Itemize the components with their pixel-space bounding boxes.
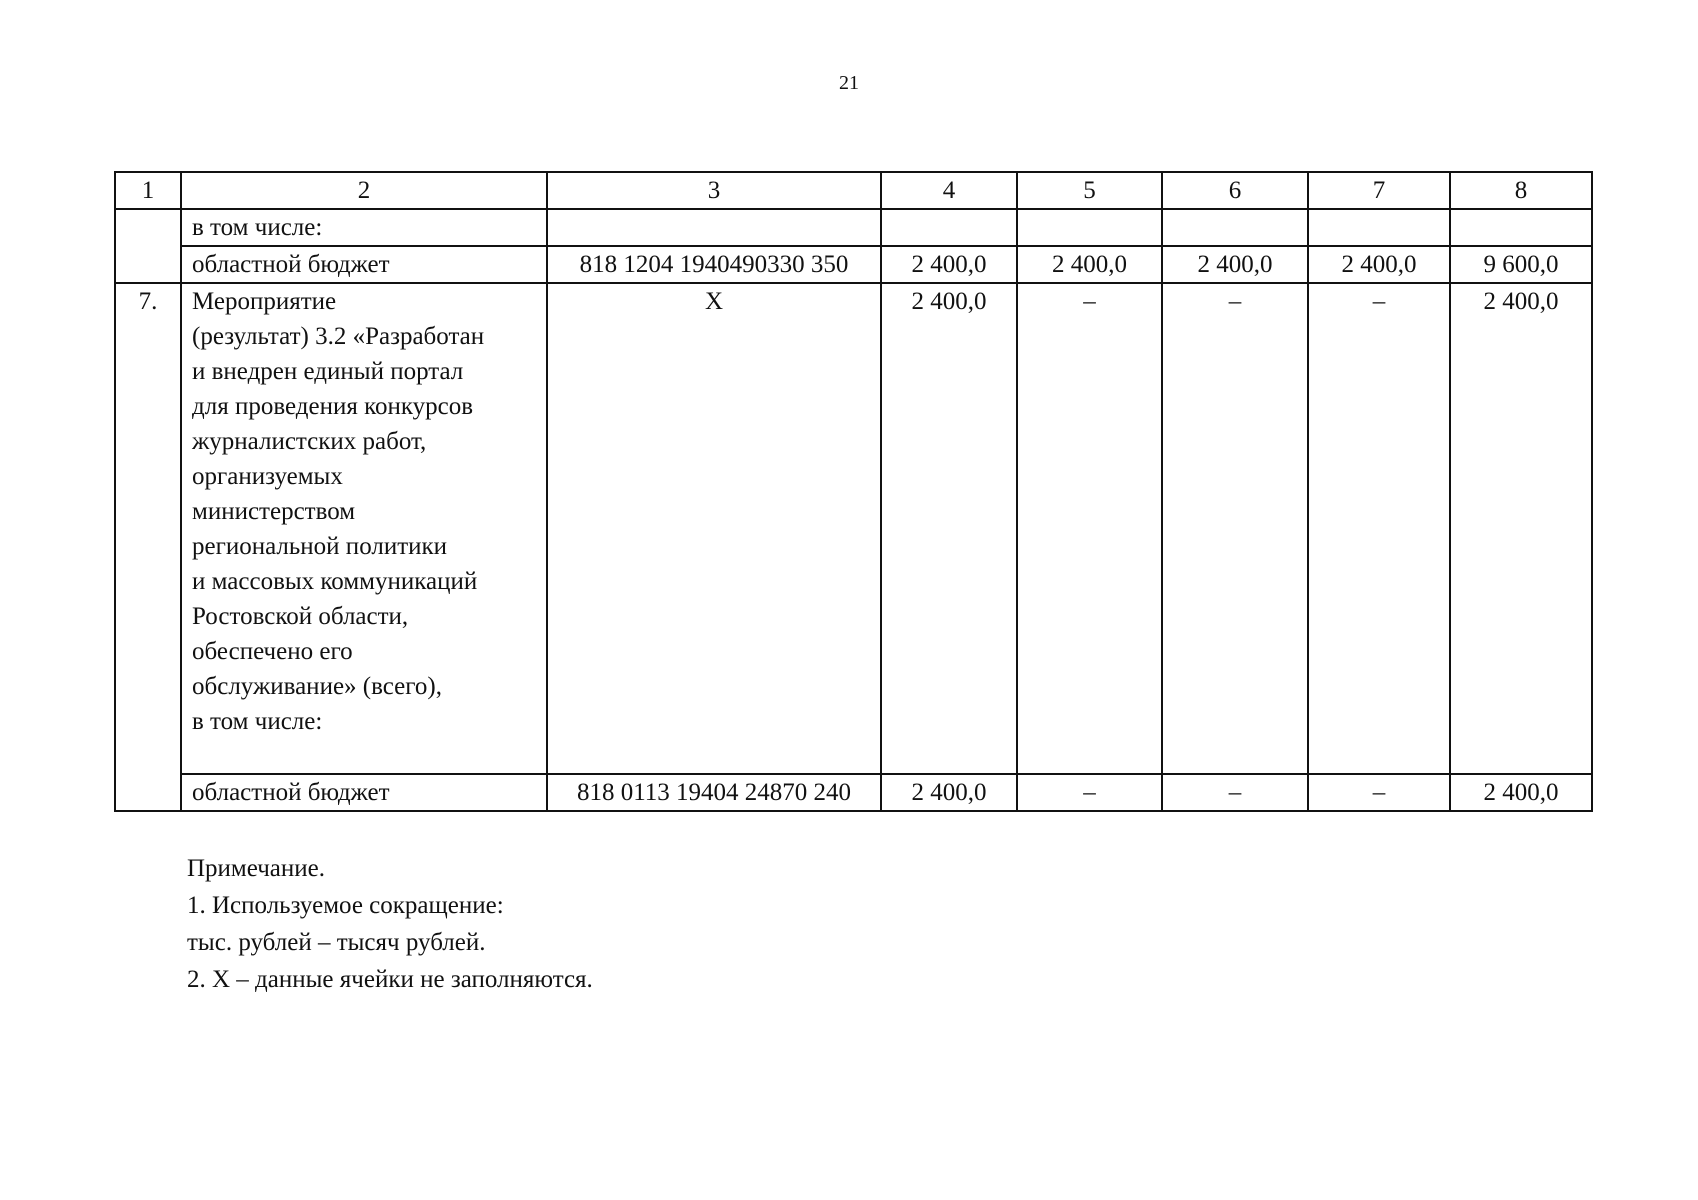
description-line: министерством	[192, 498, 356, 525]
header-cell: 8	[1450, 172, 1592, 209]
header-cell: 2	[181, 172, 547, 209]
header-cell: 1	[115, 172, 181, 209]
notes-block	[187, 850, 593, 998]
header-row	[115, 172, 1592, 209]
budget-code-cell: 818 0113 19404 24870 240	[547, 774, 881, 811]
description-line: Мероприятие	[192, 288, 337, 315]
header-cell: 3	[547, 172, 881, 209]
description-line: обслуживание» (всего),	[192, 673, 442, 700]
amount-cell: 2 400,0	[881, 246, 1017, 283]
total-cell: 9 600,0	[1450, 246, 1592, 283]
header-cell: 4	[881, 172, 1017, 209]
amount-cell: –	[1162, 283, 1308, 774]
total-cell: 2 400,0	[1450, 774, 1592, 811]
amount-cell: –	[1162, 774, 1308, 811]
budget-table	[114, 171, 1593, 812]
table-cell: областной бюджет	[181, 246, 547, 283]
description-line: обеспечено его	[192, 638, 353, 665]
description-line: региональной политики	[192, 533, 448, 560]
table-cell	[1450, 209, 1592, 246]
activity-description-cell	[181, 283, 547, 774]
table-cell: областной бюджет	[181, 774, 547, 811]
amount-cell: –	[1017, 774, 1162, 811]
amount-cell: 2 400,0	[881, 774, 1017, 811]
amount-cell: –	[1308, 283, 1450, 774]
table-cell	[115, 209, 181, 283]
budget-code-cell: X	[547, 283, 881, 774]
page-number: 21	[839, 72, 859, 94]
header-cell: 5	[1017, 172, 1162, 209]
amount-cell: –	[1017, 283, 1162, 774]
header-cell: 7	[1308, 172, 1450, 209]
amount-cell: 2 400,0	[1162, 246, 1308, 283]
description-line: для проведения конкурсов	[192, 393, 474, 420]
description-line: и внедрен единый портал	[192, 358, 464, 385]
table-row	[115, 283, 1592, 774]
note-item: тыс. рублей – тысяч рублей.	[187, 929, 486, 956]
amount-cell: 2 400,0	[1308, 246, 1450, 283]
table-cell	[1017, 209, 1162, 246]
table-row	[115, 774, 1592, 811]
budget-code-cell: 818 1204 1940490330 350	[547, 246, 881, 283]
table-row	[115, 209, 1592, 246]
description-line: (результат) 3.2 «Разработан	[192, 323, 485, 350]
table-cell	[1162, 209, 1308, 246]
description-line: Ростовской области,	[192, 603, 409, 630]
note-item: 1. Используемое сокращение:	[187, 892, 504, 919]
table-cell: в том числе:	[181, 209, 547, 246]
table-cell	[881, 209, 1017, 246]
description-line: организуемых	[192, 463, 343, 490]
total-cell: 2 400,0	[1450, 283, 1592, 774]
amount-cell: –	[1308, 774, 1450, 811]
header-cell: 6	[1162, 172, 1308, 209]
description-line: в том числе:	[192, 708, 323, 735]
table-row	[115, 246, 1592, 283]
note-item: 2. Х – данные ячейки не заполняются.	[187, 966, 593, 993]
row-number-cell: 7.	[115, 283, 181, 811]
table-cell	[547, 209, 881, 246]
description-line: журналистских работ,	[192, 428, 427, 455]
amount-cell: 2 400,0	[881, 283, 1017, 774]
table-cell	[1308, 209, 1450, 246]
description-line: и массовых коммуникаций	[192, 568, 478, 595]
notes-heading: Примечание.	[187, 855, 326, 882]
amount-cell: 2 400,0	[1017, 246, 1162, 283]
